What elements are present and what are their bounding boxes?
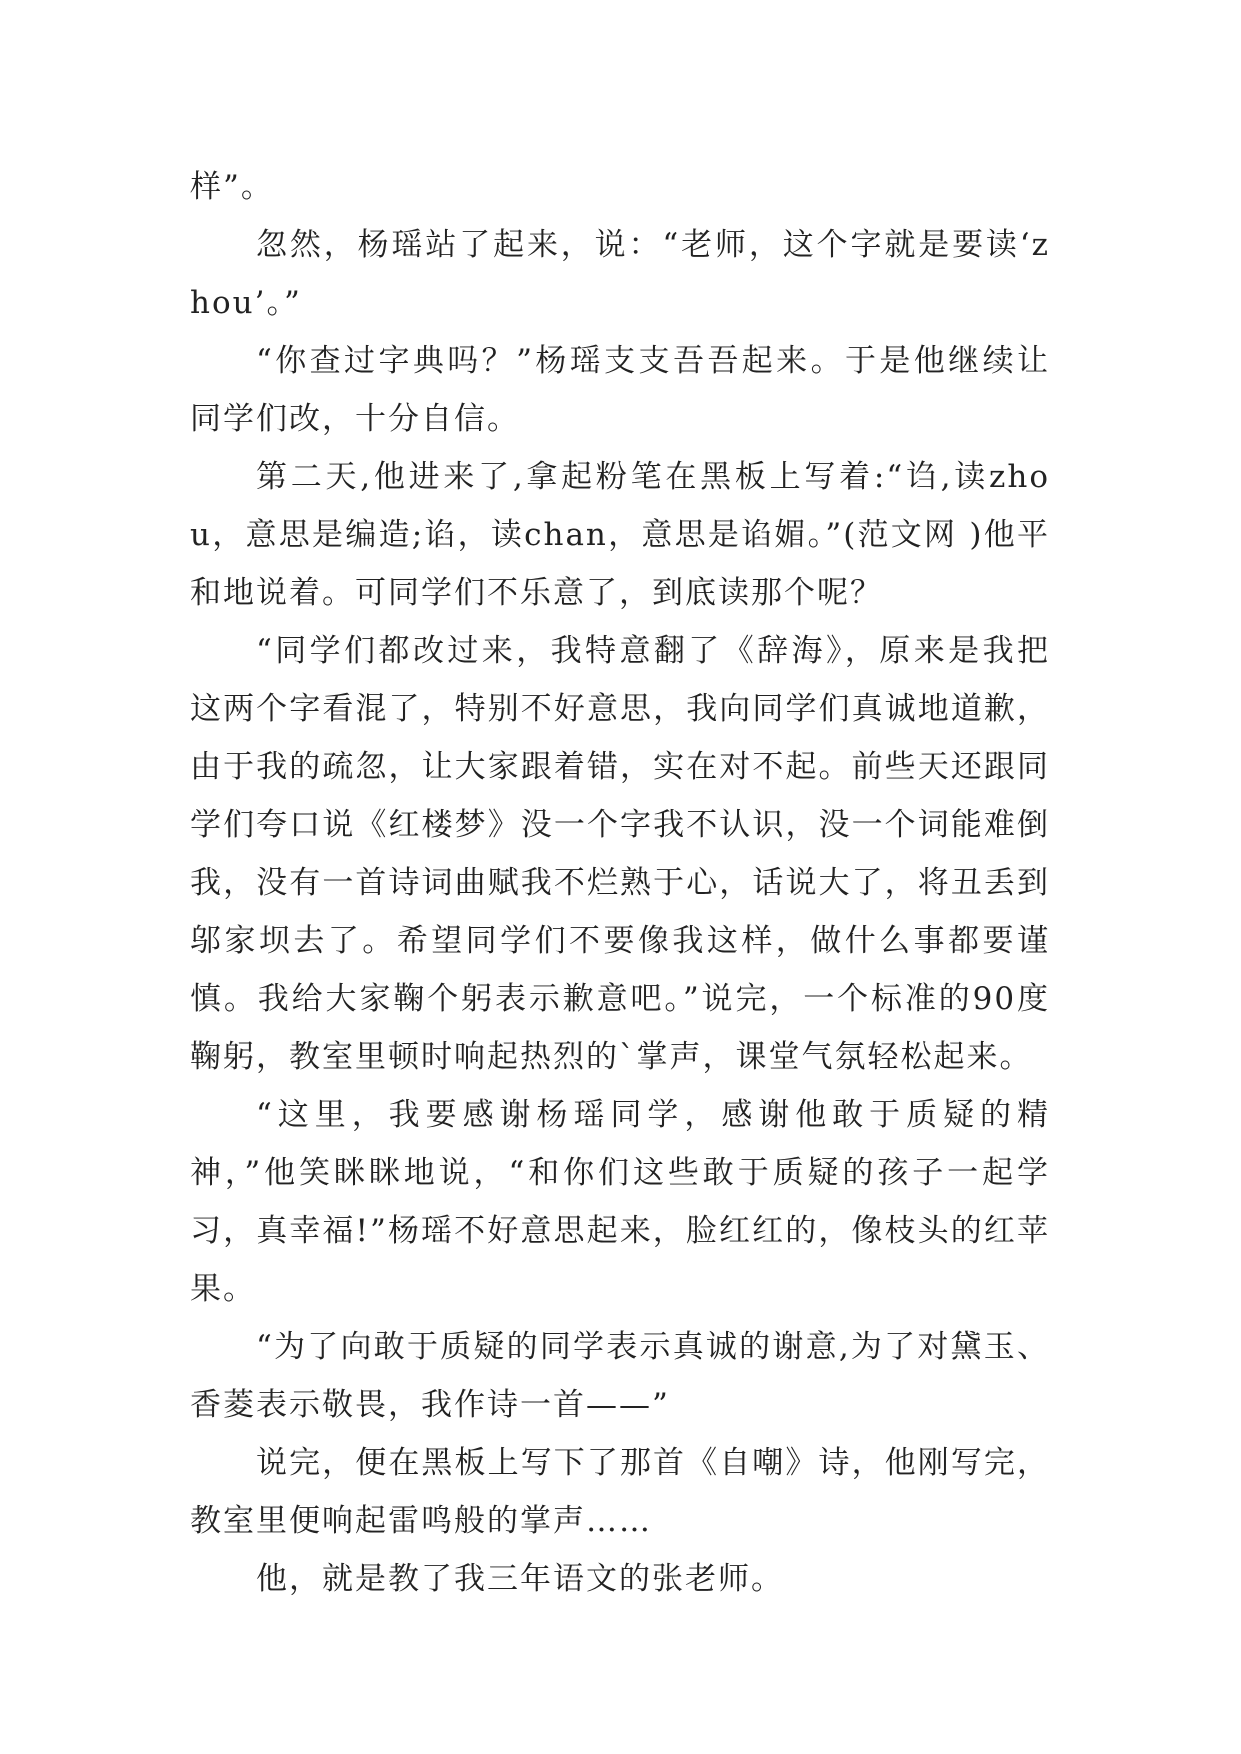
paragraph-7: “为了向敢于质疑的同学表示真诚的谢意,为了对黛玉、香菱表示敬畏，我作诗一首——” <box>190 1329 1050 1423</box>
paragraph-6: “这里，我要感谢杨瑶同学，感谢他敢于质疑的精神，”他笑眯眯地说，“和你们这些敢于质疑的孩子一起学习，真幸福!”杨瑶不好意思起来，脸红红的，像枝头的红苹果。 <box>190 1097 1050 1307</box>
paragraph-4: 第二天,他进来了,拿起粉笔在黑板上写着:“诌,读zhou，意思是编造;谄，读chan，意思是谄媚。”(范文网 )他平和地说着。可同学们不乐意了，到底读那个呢？ <box>190 459 1050 611</box>
paragraph-1: 样”。 <box>190 169 274 205</box>
paragraph-5: “同学们都改过来，我特意翻了《辞海》，原来是我把这两个字看混了，特别不好意思，我向同学们真诚地道歉，由于我的疏忽，让大家跟着错，实在对不起。前些天还跟同学们夸口说《红楼梦》没一个字我不认识，没一个词能难倒我，没有一首诗词曲赋我不烂熟于心，话说大了，将丑丢到邬家坝去了。希望同学们不要像我这样，做什么事都要谨慎。我给大家鞠个躬表示歉意吧。”说完，一个标准的90度鞠躬，教室里顿时响起热烈的`掌声，课堂气氛轻松起来。 <box>190 633 1050 1075</box>
paragraph-3: “你查过字典吗？”杨瑶支支吾吾起来。于是他继续让同学们改，十分自信。 <box>190 343 1050 437</box>
document-page <box>190 158 1050 1608</box>
paragraph-8: 说完，便在黑板上写下了那首《自嘲》诗，他刚写完，教室里便响起雷鸣般的掌声…… <box>190 1445 1050 1539</box>
paragraph-2: 忽然，杨瑶站了起来，说：“老师，这个字就是要读‘zhou’。” <box>190 227 1050 321</box>
paragraph-9: 他，就是教了我三年语文的张老师。 <box>256 1561 784 1597</box>
